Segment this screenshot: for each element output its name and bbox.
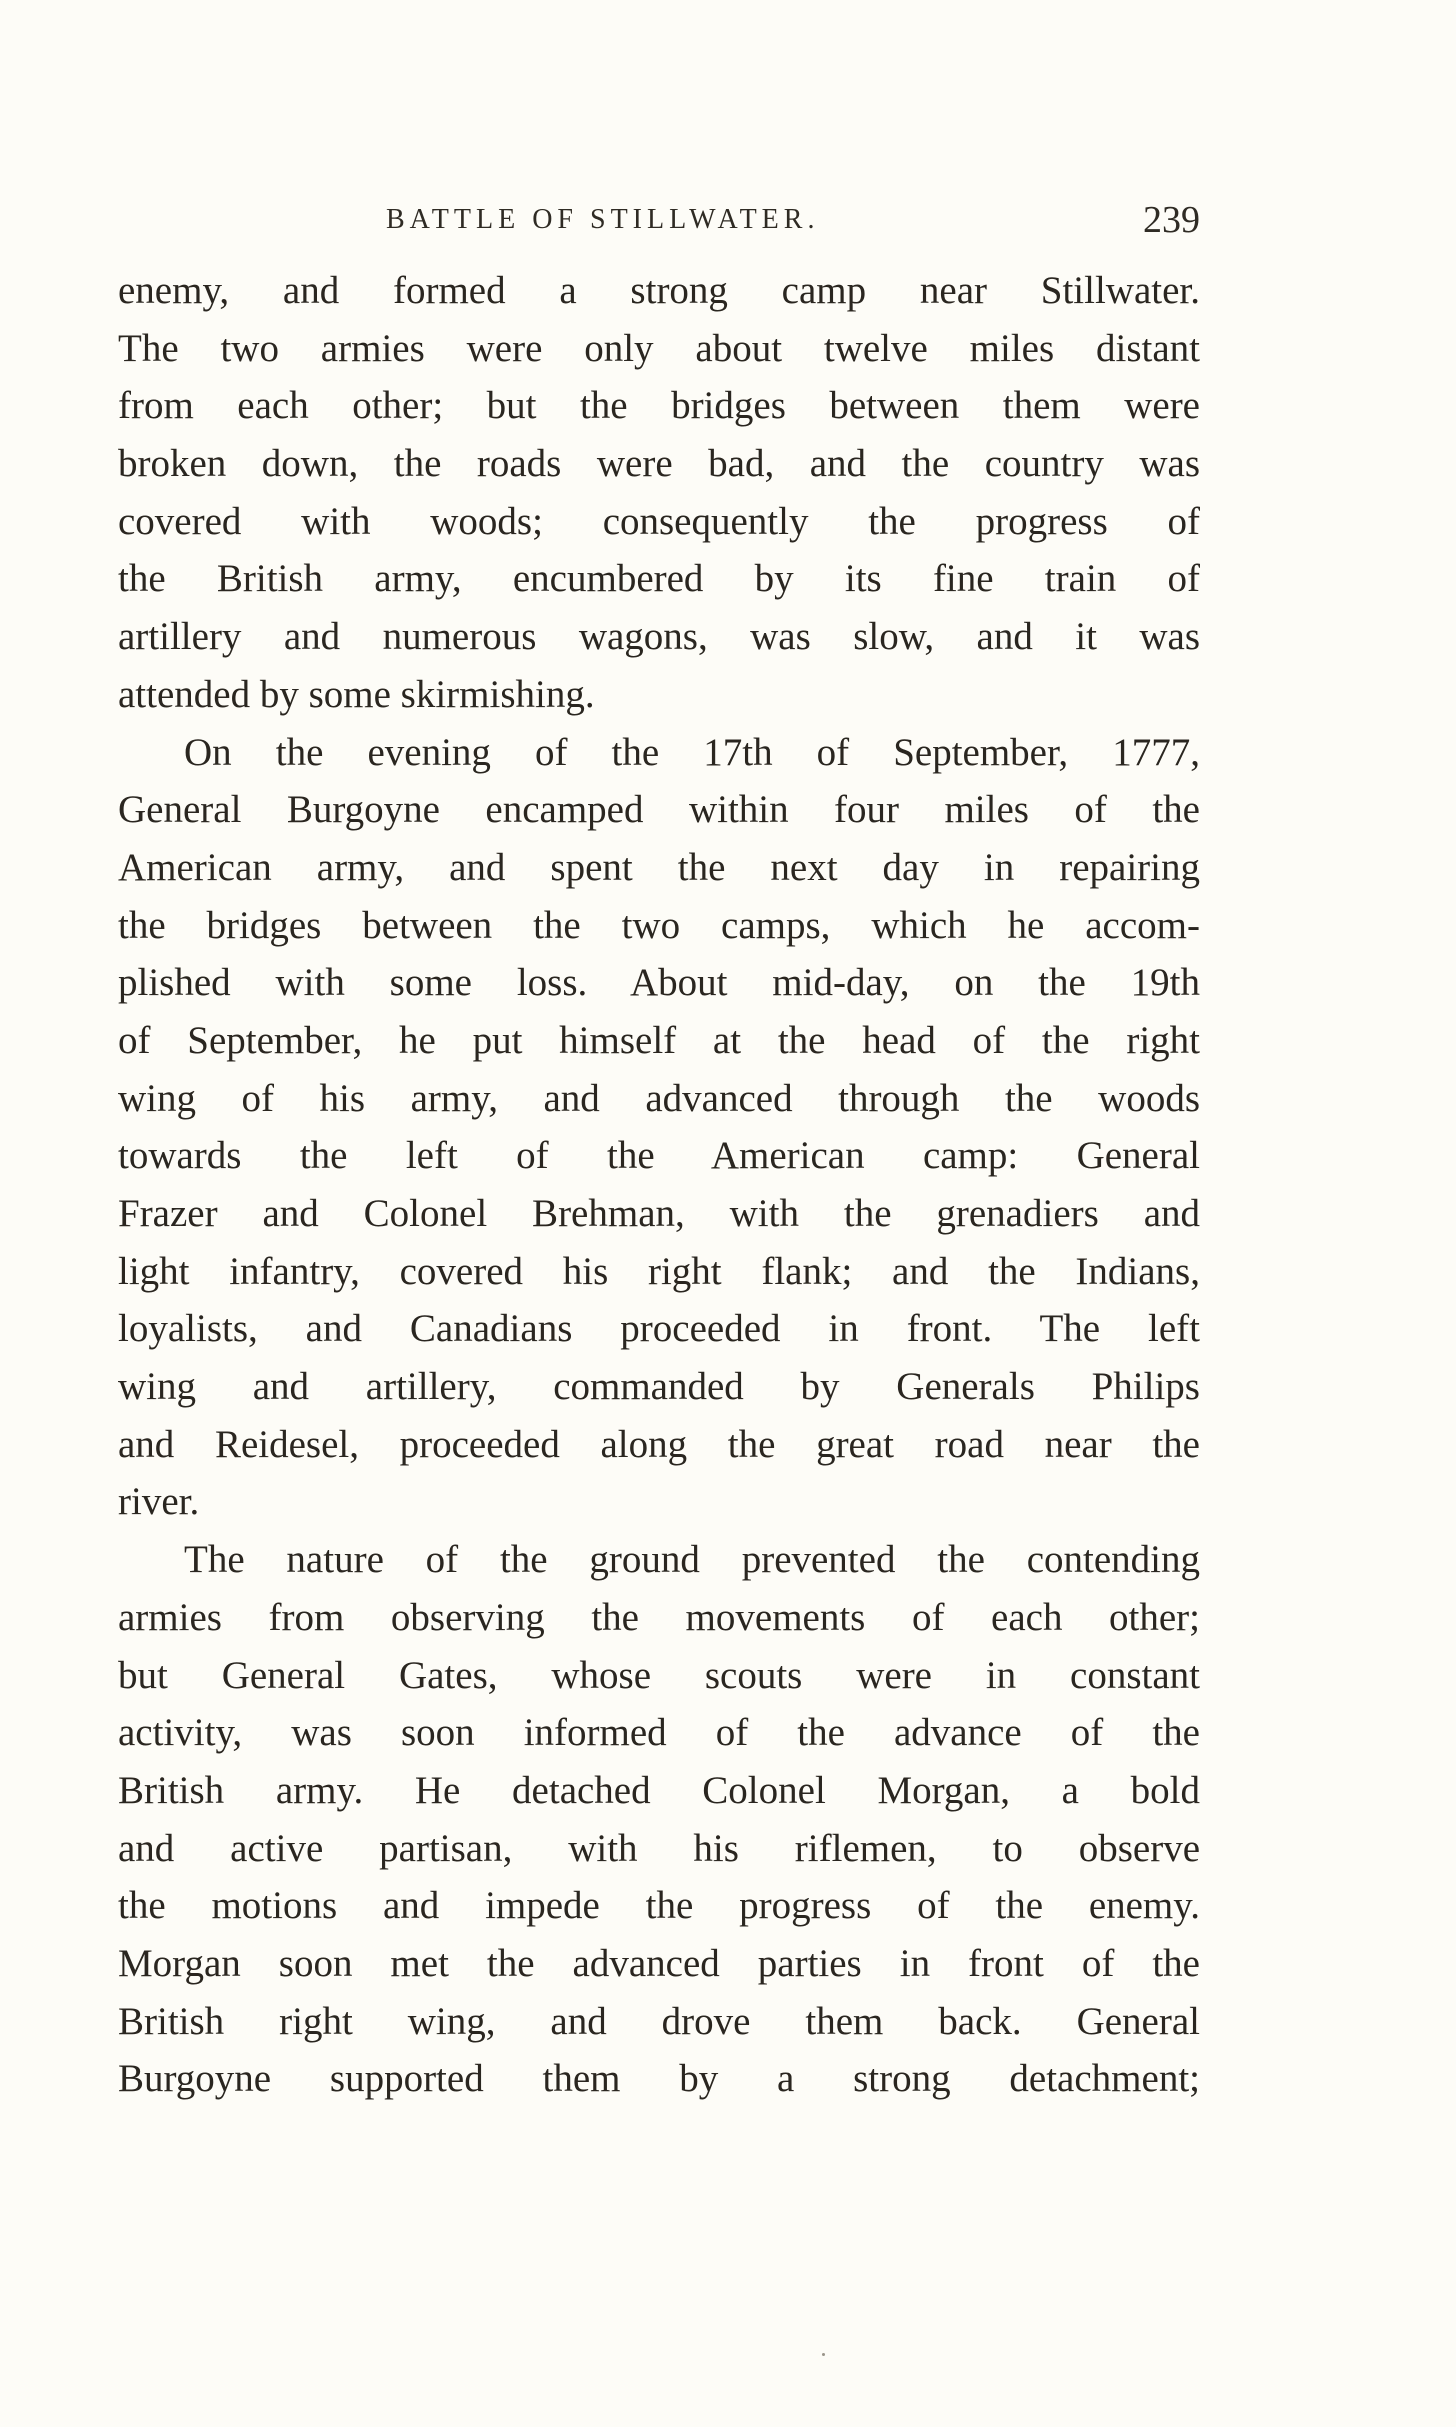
text-line: broken down, the roads were bad, and the country was (118, 442, 1200, 486)
text-line: wing of his army, and advanced through the woods (118, 1076, 1200, 1120)
running-head: BATTLE OF STILLWATER. (386, 204, 820, 235)
text-line: artillery and numerous wagons, was slow, and it was (118, 615, 1200, 659)
print-speck (822, 2353, 825, 2356)
page-header (118, 195, 1200, 245)
text-line: activity, was soon informed of the advance of the (118, 1711, 1200, 1755)
text-line: British right wing, and drove them back. General (118, 1999, 1200, 2043)
text-line: and Reidesel, proceeded along the great road near the (118, 1422, 1200, 1466)
text-line: river. (118, 1480, 200, 1524)
text-line: enemy, and formed a strong camp near Stillwater. (118, 269, 1200, 312)
text-line: Morgan soon met the advanced parties in front of the (118, 1941, 1200, 1985)
text-line: light infantry, covered his right flank; and the Indians, (118, 1249, 1200, 1293)
text-line: The two armies were only about twelve miles distant (118, 326, 1200, 370)
text-line: towards the left of the American camp: General (118, 1134, 1200, 1178)
text-line: of September, he put himself at the head of the right (118, 1018, 1200, 1062)
text-line: American army, and spent the next day in repairing (118, 845, 1200, 889)
text-line: British army. He detached Colonel Morgan, a bold (118, 1768, 1200, 1812)
body-text (118, 262, 1200, 2108)
text-line: Burgoyne supported them by a strong detachment; (118, 2057, 1200, 2101)
text-line: from each other; but the bridges between them were (118, 384, 1200, 428)
paragraph-start-line: The nature of the ground prevented the contending (184, 1538, 1200, 1582)
text-line: the bridges between the two camps, which he accom- (118, 903, 1200, 947)
text-line: armies from observing the movements of each other; (118, 1595, 1200, 1639)
text-line: the British army, encumbered by its fine train of (118, 557, 1200, 601)
text-line: plished with some loss. About mid-day, on the 19th (118, 961, 1200, 1005)
text-line: but General Gates, whose scouts were in constant (118, 1653, 1200, 1697)
text-line: loyalists, and Canadians proceeded in front. The left (118, 1307, 1200, 1351)
text-line: General Burgoyne encamped within four miles of the (118, 788, 1200, 832)
text-line: wing and artillery, commanded by Generals Philips (118, 1365, 1200, 1409)
text-line: attended by some skirmishing. (118, 672, 595, 716)
text-line: and active partisan, with his riflemen, to observe (118, 1826, 1200, 1870)
text-line: the motions and impede the progress of the enemy. (118, 1884, 1200, 1928)
paragraph-start-line: On the evening of the 17th of September, 1777, (184, 730, 1200, 774)
page-number: 239 (1143, 199, 1200, 241)
text-line: covered with woods; consequently the progress of (118, 499, 1200, 543)
text-line: Frazer and Colonel Brehman, with the grenadiers and (118, 1192, 1200, 1235)
